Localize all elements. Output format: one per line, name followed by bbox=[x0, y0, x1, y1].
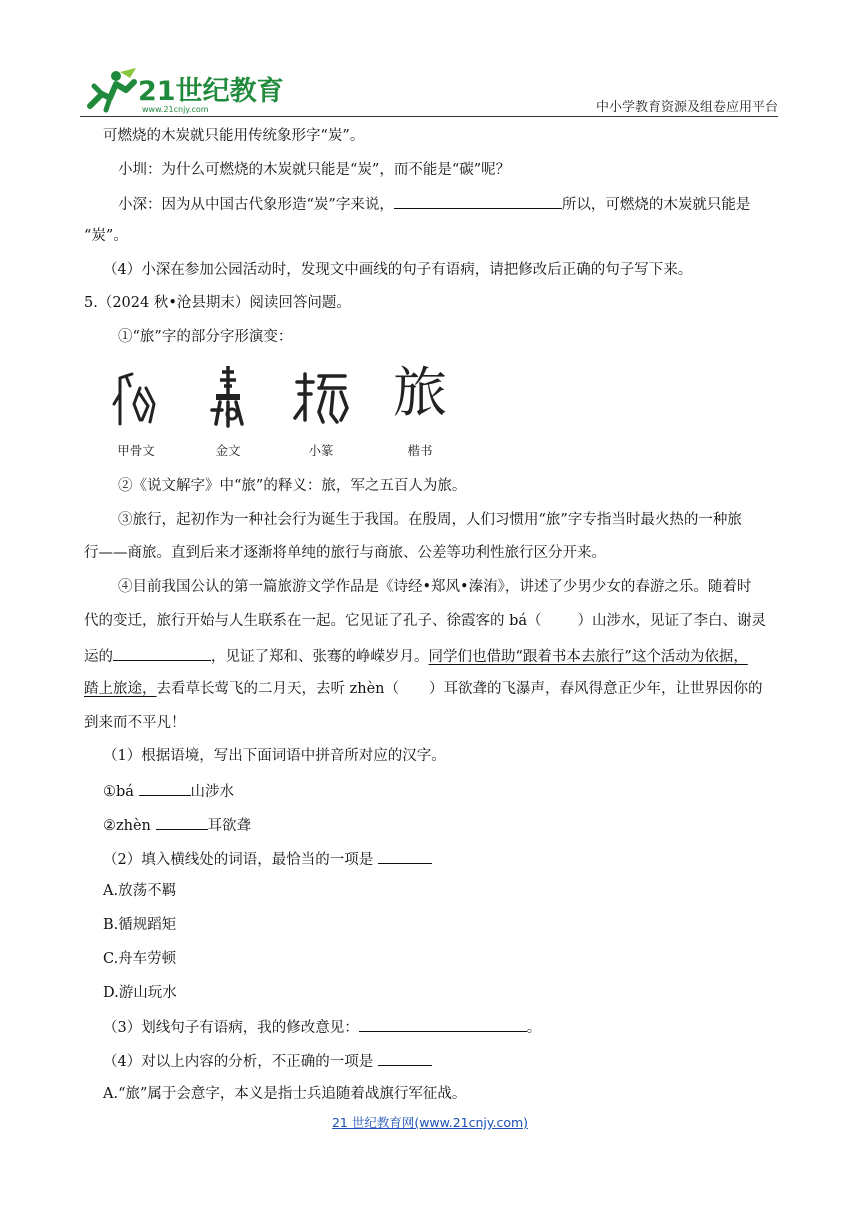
text-line: ③旅行，起初作为一种社会行为诞生于我国。在殷周，人们习惯用“旅”字专指当时最火热的一种旅 bbox=[118, 512, 742, 528]
sub-question-2 bbox=[103, 848, 432, 870]
option-a[interactable]: A.放荡不羁 bbox=[103, 883, 177, 899]
logo-url: www.21cnjy.com bbox=[142, 105, 209, 114]
text-line: ④目前我国公认的第一篇旅游文学作品是《诗经•郑风•溱洧》，讲述了少男少女的春游之乐。随着时 bbox=[118, 579, 752, 595]
logo bbox=[80, 66, 284, 114]
text-segment: 去看草长莺飞的二月天，去听 zhèn（ bbox=[156, 681, 400, 697]
underlined-sentence: 同学们也借助“跟着书本去旅行”这个活动为依据， bbox=[428, 649, 748, 665]
option-a[interactable]: A.“旅”属于会意字，本义是指士兵追随着战旗行军征战。 bbox=[103, 1086, 467, 1102]
text-segment: ）山涉水，见证了李白、谢灵 bbox=[577, 613, 767, 629]
seal-glyph bbox=[281, 364, 361, 459]
page-header bbox=[80, 66, 778, 116]
sub-question-4 bbox=[103, 1050, 432, 1072]
question-4: （4）小深在参加公园活动时，发现文中画线的句子有语病，请把修改后正确的句子写下来。 bbox=[103, 262, 693, 278]
text-line: 可燃烧的木炭就只能用传统象形字“炭”。 bbox=[103, 128, 365, 144]
answer-blank[interactable] bbox=[156, 814, 208, 830]
answer-blank[interactable] bbox=[113, 645, 211, 661]
text-line bbox=[84, 645, 748, 667]
text-line: 到来而不平凡！ bbox=[84, 715, 186, 731]
text-segment: 运的 bbox=[84, 649, 113, 665]
regular-script-char: 旅 bbox=[393, 361, 447, 424]
logo-text: 21世纪教育 bbox=[138, 76, 284, 107]
answer-blank[interactable] bbox=[378, 848, 432, 864]
text-line: ①“旅”字的部分字形演变： bbox=[118, 329, 293, 345]
answer-line bbox=[103, 814, 251, 836]
text-segment: 山涉水 bbox=[190, 784, 235, 800]
oracle-bone-lv-icon bbox=[106, 364, 166, 430]
option-d[interactable]: D.游山玩水 bbox=[103, 985, 177, 1001]
answer-blank[interactable] bbox=[139, 780, 191, 796]
glyph-label: 小篆 bbox=[308, 443, 334, 458]
text-line bbox=[84, 679, 763, 699]
sub-question-3 bbox=[103, 1016, 541, 1038]
text-line bbox=[118, 193, 750, 215]
glyph-label: 金文 bbox=[215, 443, 241, 458]
text-line bbox=[84, 611, 766, 631]
glyph-label: 甲骨文 bbox=[117, 443, 155, 458]
sub-question-1: （1）根据语境，写出下面词语中拼音所对应的汉字。 bbox=[103, 748, 446, 764]
text-line: ②《说文解字》中“旅”的释义：旅，军之五百人为旅。 bbox=[118, 478, 467, 494]
text-line: 行——商旅。直到后来才逐渐将单纯的旅行与商旅、公差等功利性旅行区分开来。 bbox=[84, 545, 606, 561]
text-segment: （3）划线句子有语病，我的修改意见： bbox=[103, 1020, 359, 1036]
text-segment: 代的变迁，旅行开始与人生联系在一起。它见证了孔子、徐霞客的 bá（ bbox=[84, 613, 542, 629]
text-segment: 耳欲聋 bbox=[207, 818, 252, 834]
answer-blank[interactable] bbox=[359, 1016, 527, 1032]
answer-blank[interactable] bbox=[394, 193, 562, 209]
text-segment: ）耳欲聋的飞瀑声，春风得意正少年，让世界因你的 bbox=[429, 681, 763, 697]
text-segment: ①bá bbox=[103, 784, 139, 800]
header-divider bbox=[80, 116, 778, 117]
glyph-label: 楷书 bbox=[407, 443, 433, 458]
text-segment: （4）对以上内容的分析，不正确的一项是 bbox=[103, 1054, 378, 1070]
seal-lv-icon bbox=[289, 364, 353, 430]
oracle-bone-glyph bbox=[96, 364, 176, 459]
underlined-sentence: 踏上旅途， bbox=[84, 681, 157, 697]
text-segment: 小深：因为从中国古代象形造“炭”字来说， bbox=[118, 197, 394, 213]
runner-logo-icon bbox=[80, 66, 284, 114]
text-line: 小圳：为什么可燃烧的木炭就只能是“炭”，而不能是“碳”呢？ bbox=[118, 162, 511, 178]
platform-name: 中小学教育资源及组卷应用平台 bbox=[595, 100, 778, 115]
text-segment: 所以，可燃烧的木炭就只能是 bbox=[561, 197, 751, 213]
text-segment: ②zhèn bbox=[103, 818, 156, 834]
footer-link[interactable]: 21 世纪教育网(www.21cnjy.com) bbox=[331, 1115, 529, 1130]
text-line: “炭”。 bbox=[84, 228, 128, 244]
glyph-evolution bbox=[96, 361, 466, 459]
question-5-title: 5.（2024 秋•沧县期末）阅读回答问题。 bbox=[84, 295, 351, 311]
text-segment: （2）填入横线处的词语，最恰当的一项是 bbox=[103, 852, 378, 868]
text-segment: ，见证了郑和、张骞的峥嵘岁月。 bbox=[211, 649, 429, 665]
option-b[interactable]: B.循规蹈矩 bbox=[103, 917, 177, 933]
bronze-glyph bbox=[188, 364, 268, 459]
bronze-lv-icon bbox=[198, 364, 258, 430]
option-c[interactable]: C.舟车劳顿 bbox=[103, 951, 177, 967]
answer-blank[interactable] bbox=[378, 1050, 432, 1066]
text-segment: 。 bbox=[526, 1020, 542, 1036]
answer-line bbox=[103, 780, 234, 802]
regular-script-glyph bbox=[380, 361, 460, 459]
